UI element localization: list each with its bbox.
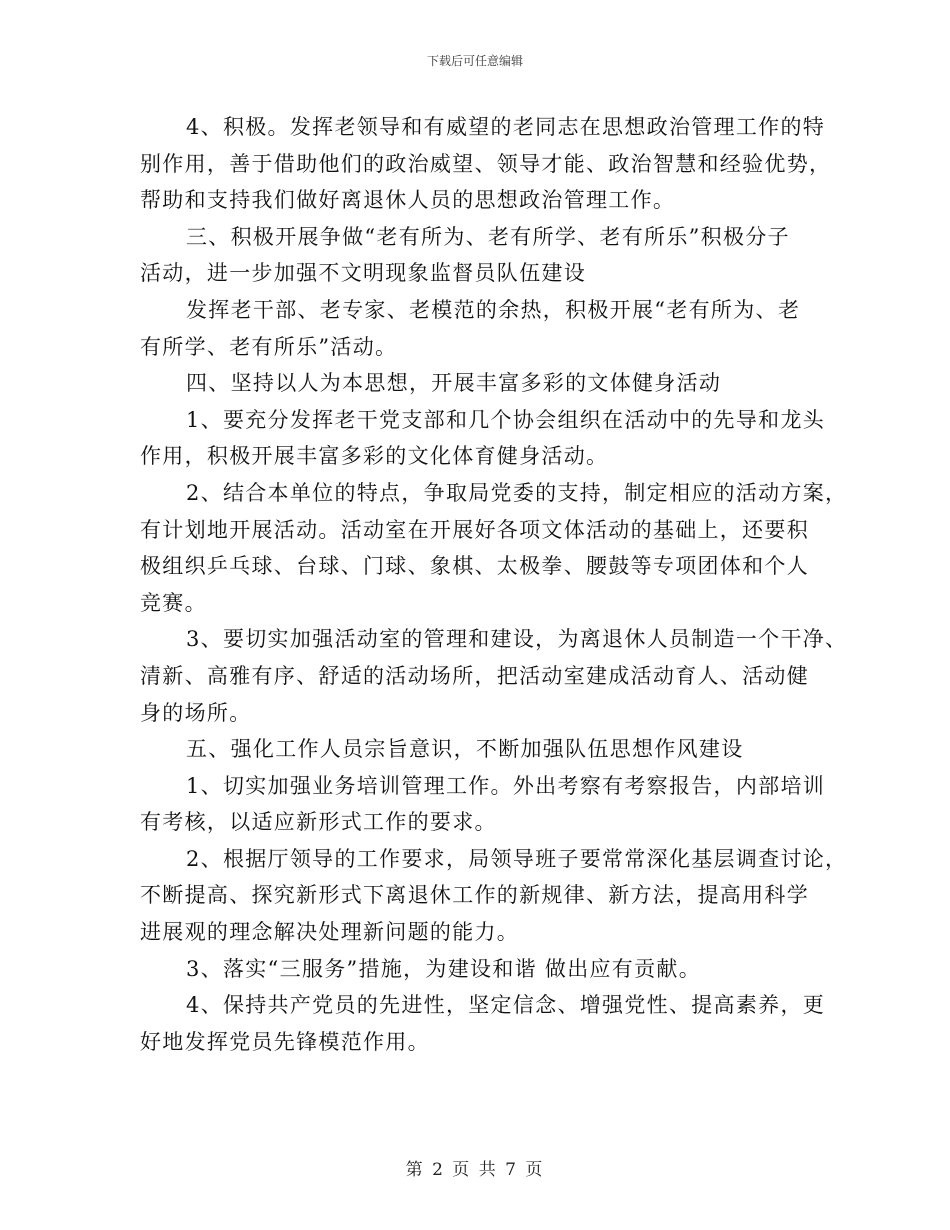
text-line: 3、要切实加强活动室的管理和建设，为离退休人员制造一个干净、: [186, 627, 848, 652]
text-line: 别作用，善于借助他们的政治威望、领导才能、政治智慧和经验优势，: [140, 151, 832, 176]
text-line: 竞赛。: [140, 590, 207, 615]
text-line: 活动，进一步加强不文明现象监督员队伍建设: [140, 261, 586, 286]
page-footer: 第 2 页 共 7 页: [405, 1160, 545, 1180]
text-line: 进展观的理念解决处理新问题的能力。: [140, 920, 520, 945]
text-line: 4、积极。发挥老领导和有威望的老同志在思想政治管理工作的特: [186, 115, 826, 139]
document-body: [140, 109, 848, 1060]
text-line: 作用，积极开展丰富多彩的文化体育健身活动。: [140, 444, 609, 469]
text-line: 帮助和支持我们做好离退休人员的思想政治管理工作。: [140, 188, 676, 213]
text-line: 身的场所。: [140, 700, 252, 725]
text-line: 2、结合本单位的特点，争取局党委的支持，制定相应的活动方案，: [186, 480, 848, 505]
text-line: 四、坚持以人为本思想，开展丰富多彩的文体健身活动: [186, 371, 722, 396]
text-line: 有考核，以适应新形式工作的要求。: [140, 810, 497, 835]
text-line: 不断提高、探究新形式下离退休工作的新规律、新方法，提高用科学: [140, 883, 809, 908]
text-line: 1、切实加强业务培训管理工作。外出考察有考察报告，内部培训: [186, 773, 826, 798]
page-header: 下载后可任意编辑: [426, 54, 523, 68]
text-line: 五、强化工作人员宗旨意识，不断加强队伍思想作风建设: [186, 737, 744, 762]
text-line: 好地发挥党员先锋模范作用。: [140, 1029, 430, 1054]
text-line: 三、积极开展争做“老有所为、老有所学、老有所乐”积极分子: [186, 224, 790, 249]
text-line: 4、保持共产党员的先进性，坚定信念、增强党性、提高素养，更: [186, 993, 826, 1018]
text-line: 1、要充分发挥老干党支部和几个协会组织在活动中的先导和龙头: [186, 407, 826, 432]
text-line: 2、根据厅领导的工作要求，局领导班子要常常深化基层调查讨论，: [186, 846, 848, 871]
text-line: 有所学、老有所乐”活动。: [140, 334, 398, 359]
text-line: 有计划地开展活动。活动室在开展好各项文体活动的基础上，还要积: [140, 517, 809, 542]
text-line: 清新、高雅有序、舒适的活动场所，把活动室建成活动育人、活动健: [140, 663, 809, 688]
text-line: 极组织乒乓球、台球、门球、象棋、太极拳、腰鼓等专项团体和个人: [140, 554, 809, 579]
text-line: 3、落实“三服务”措施，为建设和谐 做出应有贡献。: [186, 956, 702, 981]
text-line: 发挥老干部、老专家、老模范的余热，积极开展“老有所为、老: [186, 297, 801, 322]
